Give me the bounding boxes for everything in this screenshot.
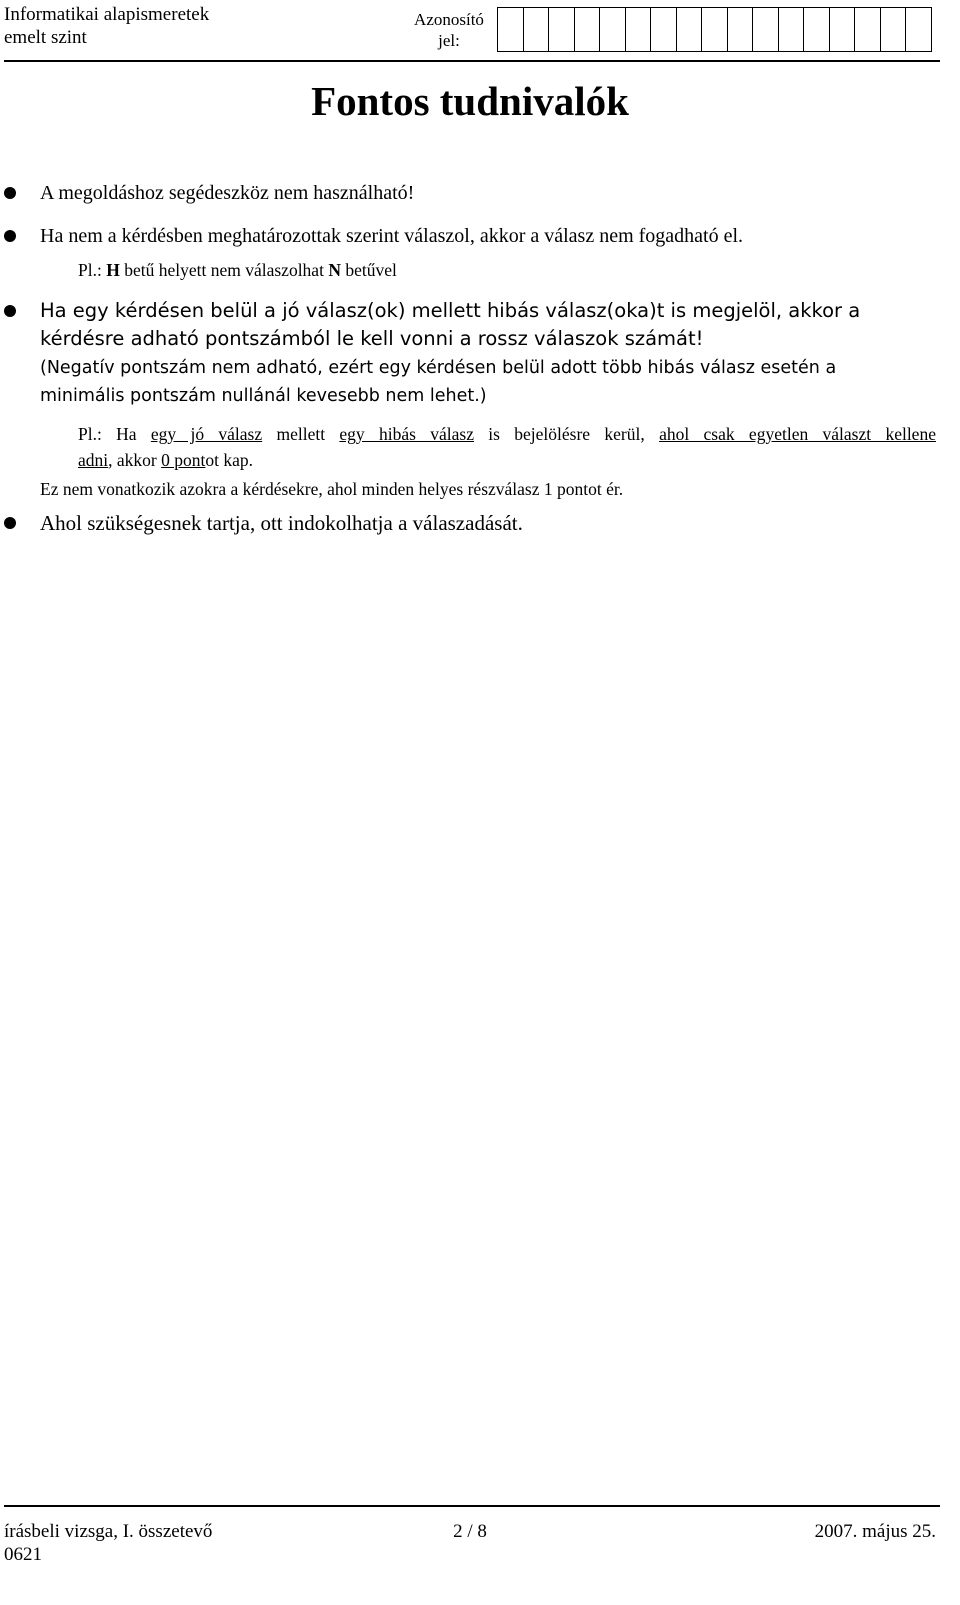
id-box[interactable] <box>600 8 626 52</box>
id-box[interactable] <box>830 8 856 52</box>
id-box[interactable] <box>626 8 652 52</box>
id-box[interactable] <box>728 8 754 52</box>
id-box[interactable] <box>753 8 779 52</box>
example-letter-n: N <box>328 260 341 280</box>
id-label <box>409 9 489 51</box>
bullet-icon <box>4 230 16 242</box>
notice-wrong-answers-line2: kérdésre adható pontszámból le kell vonni a rossz válaszok számát! <box>40 327 704 350</box>
example-underlined: adni <box>78 450 109 470</box>
id-box[interactable] <box>677 8 703 52</box>
example-underlined: ahol csak egyetlen választ kellene <box>659 424 936 444</box>
example-text: mellett <box>262 424 340 444</box>
notice-answer-format-example <box>78 259 397 281</box>
subject-name: Informatikai alapismeretek <box>4 4 210 25</box>
page-title: Fontos tudnivalók <box>311 78 629 124</box>
bullet-icon <box>4 187 16 199</box>
example-letter-h: H <box>106 260 120 280</box>
notice-wrong-answers-line1: Ha egy kérdésen belül a jó válasz(ok) mellett hibás válasz(oka)t is megjelöl, akkor a <box>40 299 861 322</box>
example-underlined: egy hibás válasz <box>339 424 474 444</box>
id-label-line1: Azonosító <box>414 10 484 29</box>
example-suffix: betűvel <box>340 260 397 280</box>
footer-exam-code: 0621 <box>4 1544 42 1565</box>
subject-level: emelt szint <box>4 27 87 48</box>
bullet-icon <box>4 517 16 529</box>
example-text: Pl.: Ha <box>78 424 151 444</box>
partial-answer-note: Ez nem vonatkozik azokra a kérdésekre, ahol minden helyes részválasz 1 pontot ér. <box>40 479 624 499</box>
notice-no-tools: A megoldáshoz segédeszköz nem használható! <box>40 182 415 204</box>
id-box[interactable] <box>855 8 881 52</box>
id-box[interactable] <box>881 8 907 52</box>
example-middle: betű helyett nem válaszolhat <box>119 260 329 280</box>
wrong-answer-example-line1 <box>78 423 936 445</box>
id-box[interactable] <box>575 8 601 52</box>
example-prefix: Pl.: <box>78 260 107 280</box>
header-divider <box>4 60 940 62</box>
bullet-icon <box>4 305 16 317</box>
example-text: , akkor <box>108 450 162 470</box>
id-box[interactable] <box>702 8 728 52</box>
subject-block <box>4 3 209 49</box>
footer-exam-date: 2007. május 25. <box>814 1521 936 1542</box>
example-text: ot kap. <box>205 450 254 470</box>
example-text: is bejelölésre kerül, <box>473 424 660 444</box>
id-code-boxes <box>497 7 932 52</box>
id-box[interactable] <box>498 8 524 52</box>
id-box[interactable] <box>906 8 932 52</box>
notice-negative-score-line1: (Negatív pontszám nem adható, ezért egy kérdésen belül adott több hibás válasz esetén a <box>40 358 837 378</box>
footer-exam-name: írásbeli vizsga, I. összetevő <box>4 1521 213 1542</box>
footer-exam-info <box>4 1520 212 1566</box>
id-box[interactable] <box>549 8 575 52</box>
id-box[interactable] <box>651 8 677 52</box>
id-box[interactable] <box>524 8 550 52</box>
footer-divider <box>4 1505 940 1507</box>
page-number: 2 / 8 <box>453 1521 487 1542</box>
example-underlined: egy jó válasz <box>150 424 263 444</box>
wrong-answer-example-line2 <box>78 449 253 471</box>
id-box[interactable] <box>779 8 805 52</box>
example-underlined: 0 pont <box>161 450 206 470</box>
notice-answer-format: Ha nem a kérdésben meghatározottak szerint válaszol, akkor a válasz nem fogadható el. <box>40 225 744 247</box>
notice-justify-answers: Ahol szükségesnek tartja, ott indokolhatja a válaszadását. <box>40 511 523 535</box>
id-box[interactable] <box>804 8 830 52</box>
id-label-line2: jel: <box>438 31 460 50</box>
notice-negative-score-line2: minimális pontszám nullánál kevesebb nem lehet.) <box>40 386 487 406</box>
page-header <box>0 0 940 60</box>
